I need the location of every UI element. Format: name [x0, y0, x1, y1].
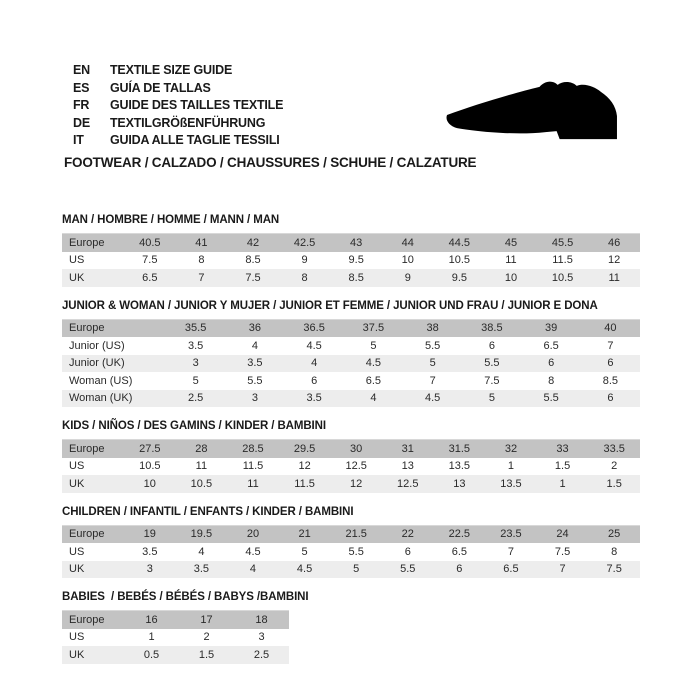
size-value: 21	[279, 525, 331, 543]
size-value: 4.5	[403, 390, 462, 408]
row-label: Woman (US)	[69, 374, 133, 387]
language-row-en	[73, 62, 283, 80]
size-value: 3.5	[142, 545, 158, 558]
size-value: 42	[227, 234, 279, 252]
size-value: 7.5	[142, 254, 158, 267]
size-table-kids	[62, 439, 640, 493]
size-value: 43	[330, 234, 382, 252]
size-value: 3	[258, 631, 265, 644]
size-value: 5	[403, 355, 462, 373]
size-value: 18	[234, 611, 289, 629]
size-value: 12	[298, 460, 311, 473]
size-value: 16	[124, 611, 179, 629]
size-section-kids	[62, 420, 640, 493]
row-label: UK	[62, 646, 124, 664]
size-value: 2.5	[234, 646, 289, 664]
size-value: 20	[227, 525, 279, 543]
size-value: 0.5	[124, 646, 179, 664]
row-label: US	[69, 460, 85, 473]
size-table-junior	[62, 319, 640, 408]
size-value: 6	[581, 390, 640, 408]
table-row	[62, 269, 640, 287]
language-code: FR	[73, 98, 90, 113]
size-value: 36.5	[285, 319, 344, 337]
size-value: 4.5	[279, 561, 331, 579]
table-row	[62, 475, 640, 493]
size-value: 7.5	[227, 269, 279, 287]
size-value: 22	[382, 525, 434, 543]
size-value: 5	[370, 339, 377, 352]
size-value: 5.5	[522, 390, 581, 408]
table-header-row	[62, 234, 640, 252]
size-value: 7	[607, 339, 614, 352]
size-value: 4	[198, 545, 205, 558]
size-value: 4	[344, 390, 403, 408]
row-label: Junior (US)	[69, 339, 125, 352]
size-value: 7.5	[554, 545, 571, 558]
size-value: 35.5	[166, 319, 225, 337]
table-row	[62, 355, 640, 373]
size-value: 3.5	[176, 561, 228, 579]
size-value: 37.5	[344, 319, 403, 337]
language-label: TEXTILE SIZE GUIDE	[110, 63, 233, 77]
size-value: 7.5	[588, 561, 640, 579]
size-value: 6.5	[365, 374, 382, 387]
size-value: 2	[203, 631, 210, 644]
size-value: 5	[330, 561, 382, 579]
size-value: 7	[429, 374, 436, 387]
size-value: 2.5	[166, 390, 225, 408]
row-label: Europe	[62, 234, 124, 252]
size-value: 46	[588, 234, 640, 252]
size-value: 11	[227, 475, 279, 493]
size-value: 6.5	[124, 269, 176, 287]
size-value: 4	[251, 339, 258, 352]
size-value: 42.5	[279, 234, 331, 252]
size-value: 10	[485, 269, 537, 287]
size-value: 19.5	[176, 525, 228, 543]
size-value: 40	[581, 319, 640, 337]
size-value: 5.5	[462, 355, 521, 373]
row-label: US	[69, 631, 85, 644]
size-value: 7.5	[484, 374, 500, 387]
language-row-es	[73, 80, 283, 98]
size-value: 13.5	[485, 475, 537, 493]
size-value: 11.5	[552, 254, 573, 267]
language-label: GUÍA DE TALLAS	[110, 80, 211, 95]
size-value: 40.5	[124, 234, 176, 252]
size-section-children	[62, 506, 640, 579]
size-value: 17	[179, 611, 234, 629]
language-code: DE	[73, 115, 90, 130]
size-value: 1	[507, 460, 515, 473]
size-value: 11	[195, 460, 208, 473]
table-row	[62, 543, 640, 561]
size-value: 9	[301, 254, 308, 267]
size-value: 1.5	[179, 646, 234, 664]
language-label: GUIDE DES TAILLES TEXTILE	[110, 98, 284, 113]
size-value: 38.5	[462, 319, 521, 337]
table-row	[62, 561, 640, 579]
size-value: 19	[124, 525, 176, 543]
size-value: 39	[522, 319, 581, 337]
size-value: 3.5	[187, 339, 204, 352]
size-value: 3.5	[285, 390, 344, 408]
size-value: 8.5	[602, 374, 619, 387]
size-value: 1	[537, 475, 589, 493]
table-row	[62, 337, 640, 355]
size-value: 32	[485, 440, 537, 458]
table-header-row	[62, 611, 289, 629]
size-value: 23.5	[485, 525, 537, 543]
size-value: 4.5	[344, 355, 403, 373]
size-value: 5.5	[424, 339, 441, 352]
size-value: 6	[434, 561, 486, 579]
language-row-fr	[73, 97, 283, 115]
row-label: Europe	[62, 525, 124, 543]
row-label: Europe	[62, 319, 166, 337]
size-value: 36	[225, 319, 284, 337]
language-row-de	[73, 115, 283, 133]
size-value: 5	[192, 374, 199, 387]
row-label: Europe	[62, 611, 124, 629]
size-value: 10.5	[448, 254, 471, 267]
row-label: Europe	[62, 440, 124, 458]
size-value: 8	[279, 269, 331, 287]
size-section-man	[62, 214, 640, 287]
size-value: 1.5	[554, 460, 571, 473]
language-code: IT	[73, 133, 84, 148]
size-value: 9.5	[434, 269, 486, 287]
size-value: 9.5	[348, 254, 364, 267]
row-label: Woman (UK)	[62, 390, 166, 408]
size-value: 45	[485, 234, 537, 252]
table-header-row	[62, 440, 640, 458]
size-value: 4	[285, 355, 344, 373]
size-value: 38	[403, 319, 462, 337]
size-value: 3	[124, 561, 176, 579]
size-value: 3	[225, 390, 284, 408]
size-value: 13	[434, 475, 486, 493]
size-table-title-junior: JUNIOR & WOMAN / JUNIOR Y MUJER / JUNIOR ET FEMME / JUNIOR UND FRAU / JUNIOR E DONA	[62, 299, 598, 312]
size-value: 6.5	[543, 339, 559, 352]
size-table-title-children: CHILDREN / INFANTIL / ENFANTS / KINDER / BAMBINI	[62, 505, 354, 518]
size-section-babies	[62, 591, 640, 664]
size-table-children	[62, 525, 640, 579]
row-label: UK	[62, 475, 124, 493]
size-value: 4.5	[245, 545, 261, 558]
size-value: 30	[330, 440, 382, 458]
size-value: 5.5	[247, 374, 263, 387]
size-value: 6	[522, 355, 581, 373]
size-value: 12	[608, 254, 621, 267]
size-value: 12.5	[382, 475, 434, 493]
size-value: 10.5	[176, 475, 228, 493]
size-value: 7	[537, 561, 589, 579]
size-value: 13	[401, 460, 414, 473]
size-value: 44.5	[434, 234, 486, 252]
size-value: 41	[176, 234, 228, 252]
row-label: Junior (UK)	[62, 355, 166, 373]
size-value: 6	[581, 355, 640, 373]
size-value: 11.5	[242, 460, 264, 473]
table-row	[62, 252, 640, 270]
language-code: ES	[73, 80, 90, 95]
size-value: 10.5	[139, 460, 161, 473]
table-header-row	[62, 319, 640, 337]
tables-root	[62, 214, 640, 677]
size-value: 31.5	[434, 440, 486, 458]
size-section-junior	[62, 300, 640, 408]
size-value: 6.5	[451, 545, 467, 558]
size-value: 8	[198, 254, 205, 267]
size-value: 10	[124, 475, 176, 493]
category-heading: FOOTWEAR / CALZADO / CHAUSSURES / SCHUHE / CALZATURE	[64, 155, 477, 170]
size-table-babies	[62, 610, 289, 664]
size-value: 33.5	[588, 440, 640, 458]
size-value: 11.5	[279, 475, 331, 493]
size-value: 3	[166, 355, 225, 373]
size-value: 2	[611, 460, 618, 473]
language-title-block	[73, 62, 283, 150]
size-value: 22.5	[434, 525, 486, 543]
size-value: 24	[537, 525, 589, 543]
size-value: 5.5	[348, 545, 364, 558]
size-value: 25	[588, 525, 640, 543]
size-value: 5	[301, 545, 308, 558]
table-row	[62, 390, 640, 408]
size-value: 12	[330, 475, 382, 493]
size-table-title-babies: BABIES / BEBÉS / BÉBÉS / BABYS /BAMBINI	[62, 591, 309, 603]
size-value: 28	[176, 440, 228, 458]
language-label: GUIDA ALLE TAGLIE TESSILI	[110, 133, 280, 148]
size-value: 13.5	[448, 460, 471, 473]
table-row	[62, 629, 289, 647]
size-value: 44	[382, 234, 434, 252]
language-code: EN	[73, 63, 90, 77]
table-header-row	[62, 525, 640, 543]
size-value: 6	[488, 339, 495, 352]
size-value: 28.5	[227, 440, 279, 458]
size-value: 7	[507, 545, 515, 558]
size-table-title-kids: KIDS / NIÑOS / DES GAMINS / KINDER / BAMBINI	[62, 420, 326, 432]
size-value: 1.5	[588, 475, 640, 493]
row-label: US	[69, 254, 85, 267]
size-value: 11	[588, 269, 640, 287]
size-value: 10	[401, 254, 414, 267]
size-value: 21.5	[330, 525, 382, 543]
size-value: 8.5	[245, 254, 261, 267]
size-value: 6	[311, 374, 318, 387]
language-label: TEXTILGRÖßENFÜHRUNG	[110, 115, 266, 130]
size-value: 4.5	[306, 339, 322, 352]
size-value: 5.5	[382, 561, 434, 579]
size-value: 1	[148, 631, 155, 644]
table-row	[62, 372, 640, 390]
size-value: 8	[548, 374, 555, 387]
row-label: US	[69, 545, 85, 558]
size-value: 33	[537, 440, 589, 458]
size-value: 3.5	[225, 355, 284, 373]
size-value: 4	[227, 561, 279, 579]
size-value: 9	[382, 269, 434, 287]
size-value: 29.5	[279, 440, 331, 458]
table-row	[62, 646, 289, 664]
size-table-man	[62, 233, 640, 287]
table-row	[62, 458, 640, 476]
size-value: 11	[505, 254, 517, 267]
size-value: 10.5	[537, 269, 589, 287]
size-value: 7	[176, 269, 228, 287]
size-value: 27.5	[124, 440, 176, 458]
dress-shoe-icon	[444, 76, 622, 150]
language-row-it	[73, 132, 283, 150]
size-value: 12.5	[345, 460, 367, 473]
size-value: 5	[462, 390, 521, 408]
size-value: 8	[611, 545, 618, 558]
size-table-title-man: MAN / HOMBRE / HOMME / MANN / MAN	[62, 214, 280, 226]
size-value: 6.5	[485, 561, 537, 579]
size-value: 31	[382, 440, 434, 458]
size-value: 45.5	[537, 234, 589, 252]
size-value: 8.5	[330, 269, 382, 287]
size-value: 6	[404, 545, 411, 558]
row-label: UK	[62, 269, 124, 287]
row-label: UK	[62, 561, 124, 579]
